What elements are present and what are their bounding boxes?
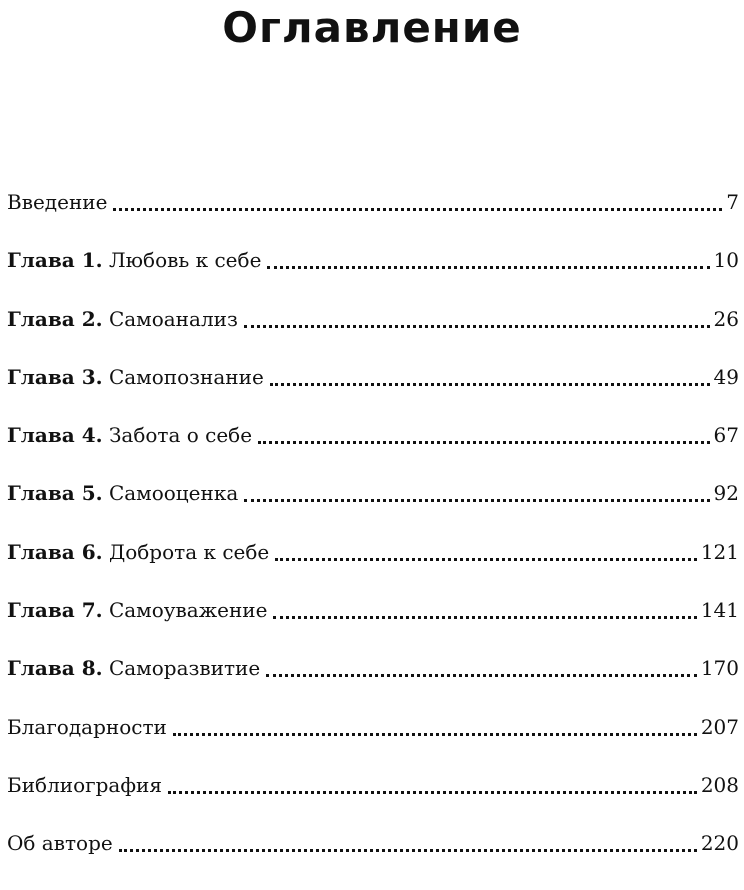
toc-entry-title: Любовь к себе — [108, 248, 262, 273]
toc-entry-chapter: Глава 5. — [7, 481, 103, 506]
dot-leader — [267, 266, 709, 269]
toc-entry-label — [7, 773, 162, 797]
toc-entry-page: 220 — [700, 831, 739, 856]
dot-leader — [173, 733, 697, 736]
dot-leader — [266, 674, 697, 677]
toc-entry-label — [7, 540, 269, 564]
toc-entry-chapter: Глава 3. — [7, 364, 103, 389]
dot-leader — [244, 499, 709, 502]
dot-leader — [244, 325, 710, 328]
dot-leader — [168, 791, 697, 794]
page-title: Оглавление — [222, 3, 522, 52]
toc-entry-page: 121 — [700, 539, 739, 564]
toc-entry-label — [7, 598, 267, 622]
toc-entry-title: Библиография — [7, 772, 162, 797]
toc-entry-page: 7 — [726, 190, 739, 214]
toc-entry-label — [7, 715, 167, 739]
toc-entry-page: 10 — [713, 248, 739, 273]
toc-entry-page: 26 — [713, 306, 739, 331]
toc-entry-chapter: Глава 7. — [7, 598, 103, 623]
toc-entry-chapter: Глава 6. — [7, 539, 103, 564]
dot-leader — [119, 849, 697, 852]
toc-entry-acknowledgements[interactable] — [7, 715, 739, 773]
table-of-contents — [7, 190, 739, 890]
toc-entry-title: Самопознание — [108, 364, 264, 389]
toc-entry-chapter: Глава 4. — [7, 423, 103, 448]
toc-entry-title: Введение — [7, 190, 108, 214]
dot-leader — [275, 558, 697, 561]
toc-entry-label — [7, 248, 261, 272]
toc-entry-title: Самоанализ — [108, 306, 238, 331]
toc-entry-label — [7, 831, 113, 855]
toc-entry-label — [7, 365, 264, 389]
toc-entry-page: 207 — [700, 714, 739, 739]
toc-entry-page: 141 — [700, 598, 739, 623]
toc-entry-page: 208 — [700, 772, 739, 797]
toc-entry-chapter: Глава 8. — [7, 656, 103, 681]
toc-entry-title: Самооценка — [108, 481, 239, 506]
toc-entry-label — [7, 190, 107, 214]
toc-entry-chapter: Глава 2. — [7, 306, 103, 331]
toc-entry-chapter-6[interactable] — [7, 540, 739, 598]
toc-entry-title: Об авторе — [7, 831, 113, 856]
dot-leader — [270, 383, 710, 386]
toc-entry-title: Самоуважение — [108, 598, 268, 623]
toc-entry-bibliography[interactable] — [7, 773, 739, 831]
toc-entry-chapter-2[interactable] — [7, 307, 739, 365]
toc-entry-chapter-3[interactable] — [7, 365, 739, 423]
dot-leader — [258, 441, 709, 444]
toc-entry-chapter-8[interactable] — [7, 656, 739, 714]
toc-entry-chapter-4[interactable] — [7, 423, 739, 481]
toc-entry-title: Саморазвитие — [108, 656, 261, 681]
toc-entry-label — [7, 423, 252, 447]
toc-entry-chapter-5[interactable] — [7, 481, 739, 539]
dot-leader — [113, 208, 722, 211]
toc-entry-label — [7, 307, 238, 331]
toc-entry-page: 170 — [700, 656, 739, 681]
toc-entry-label — [7, 656, 260, 680]
toc-entry-title: Забота о себе — [108, 423, 253, 448]
toc-entry-chapter-1[interactable] — [7, 248, 739, 306]
toc-entry-label — [7, 481, 238, 505]
dot-leader — [273, 616, 696, 619]
toc-entry-chapter-7[interactable] — [7, 598, 739, 656]
toc-entry-page: 49 — [713, 364, 739, 389]
toc-entry-title: Благодарности — [7, 714, 167, 739]
toc-entry-title: Доброта к себе — [108, 539, 270, 564]
toc-entry-introduction[interactable] — [7, 190, 739, 248]
toc-entry-page: 67 — [713, 423, 739, 448]
toc-entry-page: 92 — [713, 481, 739, 506]
toc-entry-about-author[interactable] — [7, 831, 739, 889]
toc-entry-chapter: Глава 1. — [7, 248, 103, 273]
